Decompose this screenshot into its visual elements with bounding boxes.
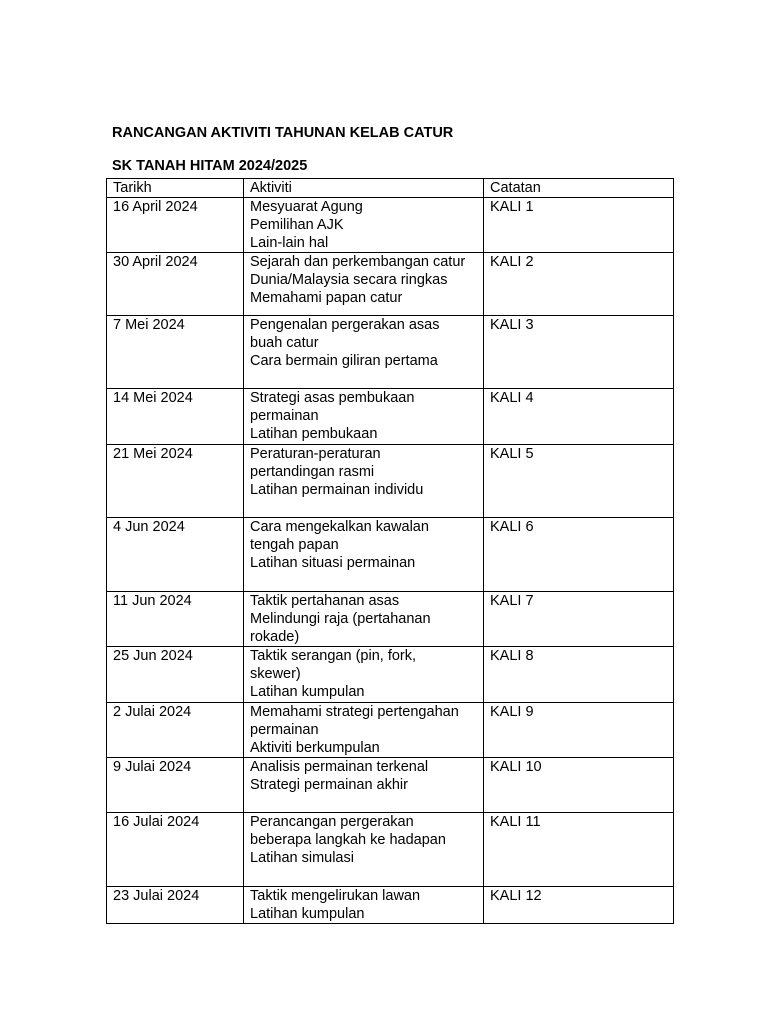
cell-activity	[244, 445, 484, 518]
cell-activity	[244, 758, 484, 813]
cell-activity	[244, 518, 484, 592]
activity-line: Latihan situasi permainan	[250, 555, 416, 571]
activity-line: Dunia/Malaysia secara ringkas	[250, 272, 448, 288]
table-row	[107, 887, 674, 924]
activity-line: Latihan permainan individu	[250, 482, 424, 498]
activity-plan-body	[107, 179, 674, 924]
cell-date: 23 Julai 2024	[107, 887, 244, 924]
cell-date: 21 Mei 2024	[107, 445, 244, 518]
cell-note: KALI 9	[484, 703, 674, 758]
activity-line: Peraturan-peraturan	[250, 446, 381, 462]
cell-note: KALI 5	[484, 445, 674, 518]
activity-line: Strategi asas pembukaan	[250, 390, 415, 406]
activity-line: Perancangan pergerakan	[250, 814, 414, 830]
activity-line: permainan	[250, 722, 319, 738]
table-row	[107, 389, 674, 445]
table-row	[107, 758, 674, 813]
cell-note: KALI 7	[484, 592, 674, 647]
activity-line: Cara mengekalkan kawalan	[250, 519, 429, 535]
activity-line: Taktik pertahanan asas	[250, 593, 400, 609]
document-title: RANCANGAN AKTIVITI TAHUNAN KELAB CATUR	[112, 125, 454, 141]
activity-line: Latihan pembukaan	[250, 426, 378, 442]
cell-date: 11 Jun 2024	[107, 592, 244, 647]
cell-note: KALI 6	[484, 518, 674, 592]
cell-activity	[244, 253, 484, 316]
activity-line: tengah papan	[250, 537, 339, 553]
header-note: Catatan	[484, 179, 674, 198]
activity-line: Aktiviti berkumpulan	[250, 740, 380, 756]
activity-line: Lain-lain hal	[250, 235, 329, 251]
table-row	[107, 253, 674, 316]
cell-activity	[244, 198, 484, 253]
header-date: Tarikh	[107, 179, 244, 198]
table-row	[107, 198, 674, 253]
cell-note: KALI 10	[484, 758, 674, 813]
activity-line: Pemilihan AJK	[250, 217, 344, 233]
cell-activity	[244, 813, 484, 887]
activity-line: buah catur	[250, 335, 319, 351]
activity-line: permainan	[250, 408, 319, 424]
table-row	[107, 316, 674, 389]
table-row	[107, 445, 674, 518]
cell-note: KALI 8	[484, 647, 674, 703]
activity-line: Mesyuarat Agung	[250, 199, 363, 215]
cell-date: 25 Jun 2024	[107, 647, 244, 703]
activity-line: Memahami papan catur	[250, 290, 403, 306]
activity-line: Memahami strategi pertengahan	[250, 704, 459, 720]
cell-activity	[244, 316, 484, 389]
cell-note: KALI 11	[484, 813, 674, 887]
table-row	[107, 703, 674, 758]
table-row	[107, 592, 674, 647]
cell-note: KALI 12	[484, 887, 674, 924]
activity-line: beberapa langkah ke hadapan	[250, 832, 446, 848]
activity-line: rokade)	[250, 629, 300, 645]
table-row	[107, 813, 674, 887]
activity-line: Latihan simulasi	[250, 850, 354, 866]
cell-date: 4 Jun 2024	[107, 518, 244, 592]
cell-activity	[244, 389, 484, 445]
cell-date: 2 Julai 2024	[107, 703, 244, 758]
activity-line: Melindungi raja (pertahanan	[250, 611, 431, 627]
activity-line: Latihan kumpulan	[250, 684, 365, 700]
cell-note: KALI 2	[484, 253, 674, 316]
activity-line: Strategi permainan akhir	[250, 777, 408, 793]
cell-date: 14 Mei 2024	[107, 389, 244, 445]
activity-line: Sejarah dan perkembangan catur	[250, 254, 466, 270]
cell-date: 30 April 2024	[107, 253, 244, 316]
activity-plan-table	[106, 178, 674, 924]
cell-note: KALI 4	[484, 389, 674, 445]
table-header-row	[107, 179, 674, 198]
cell-activity	[244, 703, 484, 758]
table-row	[107, 647, 674, 703]
cell-date: 9 Julai 2024	[107, 758, 244, 813]
cell-activity	[244, 592, 484, 647]
cell-date: 16 Julai 2024	[107, 813, 244, 887]
activity-line: Analisis permainan terkenal	[250, 759, 429, 775]
activity-line: pertandingan rasmi	[250, 464, 375, 480]
activity-line: Cara bermain giliran pertama	[250, 353, 438, 369]
cell-note: KALI 3	[484, 316, 674, 389]
document-subtitle: SK TANAH HITAM 2024/2025	[112, 158, 308, 174]
cell-date: 7 Mei 2024	[107, 316, 244, 389]
activity-line: Taktik mengelirukan lawan	[250, 888, 421, 904]
table-row	[107, 518, 674, 592]
cell-date: 16 April 2024	[107, 198, 244, 253]
activity-line: skewer)	[250, 666, 301, 682]
activity-line: Latihan kumpulan	[250, 906, 365, 922]
header-activity: Aktiviti	[244, 179, 484, 198]
cell-activity	[244, 647, 484, 703]
activity-line: Taktik serangan (pin, fork,	[250, 648, 417, 664]
cell-activity	[244, 887, 484, 924]
activity-line: Pengenalan pergerakan asas	[250, 317, 440, 333]
cell-note: KALI 1	[484, 198, 674, 253]
